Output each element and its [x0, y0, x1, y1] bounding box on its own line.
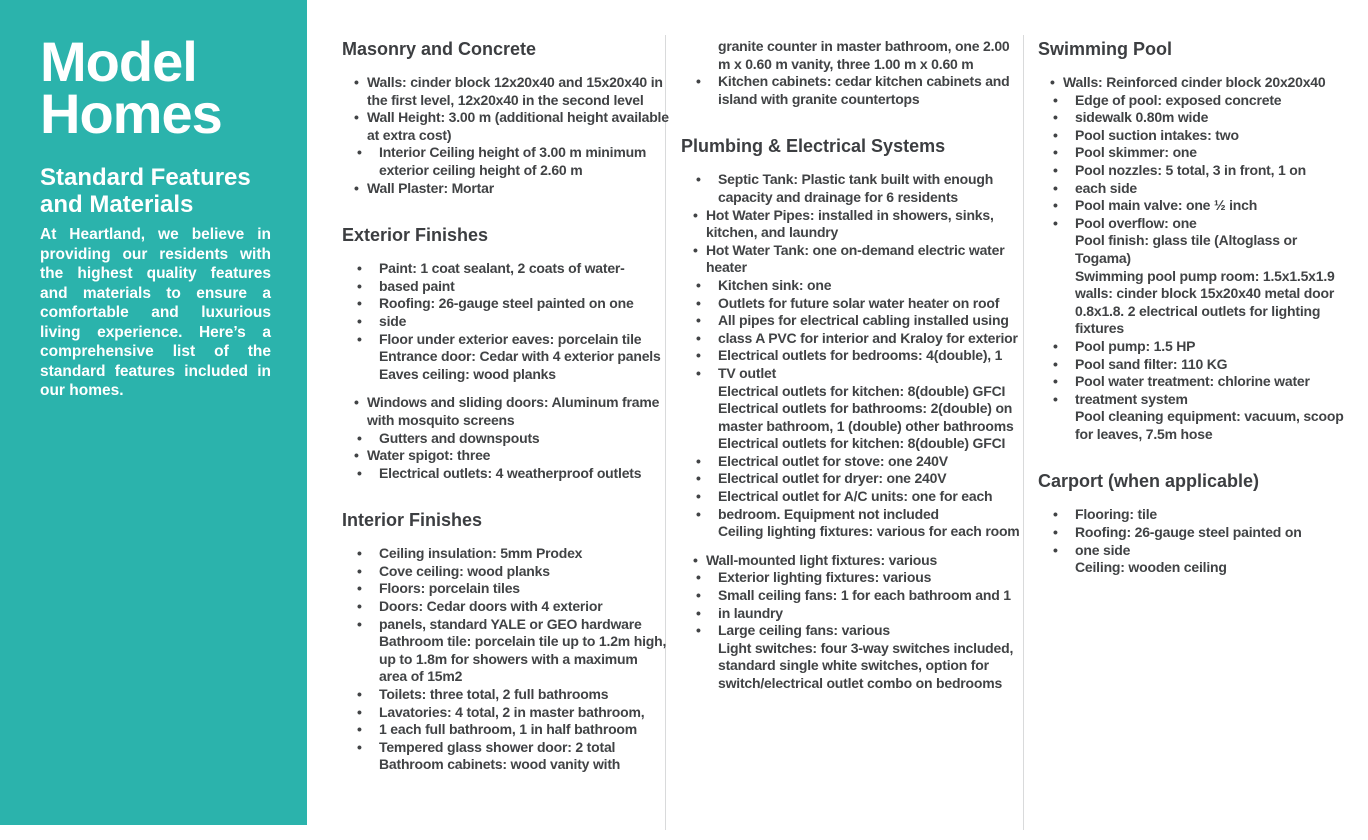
list-item: • Exterior lighting fixtures: various [681, 569, 1025, 587]
list-item: • Ceiling insulation: 5mm Prodex [342, 545, 669, 563]
list-item: • Floor under exterior eaves: porcelain tile [342, 331, 669, 349]
list-item: • Doors: Cedar doors with 4 exterior [342, 598, 669, 616]
list-item: • Pool nozzles: 5 total, 3 in front, 1 on [1038, 162, 1356, 180]
list-item: • Large ceiling fans: various [681, 622, 1025, 640]
list-item-continuation: Electrical outlets for kitchen: 8(double) GFCI [718, 382, 1006, 399]
list-item: • bedroom. Equipment not included [681, 506, 1025, 524]
list-item: • Lavatories: 4 total, 2 in master bathroom, [342, 704, 669, 722]
list-item: • All pipes for electrical cabling installed using [681, 312, 1025, 330]
list-item: • Kitchen cabinets: cedar kitchen cabinets and island with granite countertops [681, 73, 1025, 108]
feature-list [342, 260, 669, 482]
list-item: • Cove ceiling: wood planks [342, 563, 669, 581]
list-item: • side [342, 313, 669, 331]
list-item: • panels, standard YALE or GEO hardware [342, 616, 669, 634]
page-title [40, 30, 271, 145]
list-item: • each side [1038, 180, 1356, 198]
list-item: • Septic Tank: Plastic tank built with enough capacity and drainage for 6 residents [681, 171, 1025, 206]
list-item: • sidewalk 0.80m wide [1038, 109, 1356, 127]
content-column-2 [681, 38, 1025, 693]
list-item: • class A PVC for interior and Kraloy for exterior [681, 330, 1025, 348]
list-item: • Gutters and downspouts [342, 430, 669, 448]
list-item: • Pool pump: 1.5 HP [1038, 338, 1356, 356]
content-column-3 [1038, 38, 1356, 577]
list-item: • Water spigot: three [342, 447, 669, 465]
list-item: • Windows and sliding doors: Aluminum frame with mosquito screens [342, 394, 669, 429]
list-item-continuation: Swimming pool pump room: 1.5x1.5x1.9 walls: cinder block 15x20x40 metal door 0.8x1.8. 2 electrical outlets for lighting fixtures [1075, 267, 1335, 337]
list-item: • Pool sand filter: 110 KG [1038, 356, 1356, 374]
list-item: • Pool suction intakes: two [1038, 127, 1356, 145]
section-heading-masonry-and-concrete: Masonry and Concrete [342, 39, 537, 59]
list-item: • Electrical outlet for A/C units: one for each [681, 488, 1025, 506]
list-item: • Roofing: 26-gauge steel painted on [1038, 524, 1356, 542]
feature-list [1038, 74, 1356, 443]
list-item: • Wall Plaster: Mortar [342, 180, 669, 198]
section-heading-plumbing-electrical-systems: Plumbing & Electrical Systems [681, 136, 946, 157]
list-item: • Pool skimmer: one [1038, 144, 1356, 162]
feature-list [1038, 506, 1356, 576]
list-item: • Edge of pool: exposed concrete [1038, 92, 1356, 110]
list-item: • Tempered glass shower door: 2 total [342, 739, 669, 757]
list-item: • Interior Ceiling height of 3.00 m minimum exterior ceiling height of 2.60 m [342, 144, 669, 179]
list-item: • Outlets for future solar water heater on roof [681, 295, 1025, 313]
feature-list [342, 74, 669, 197]
list-item-continuation: Entrance door: Cedar with 4 exterior panels [379, 348, 661, 365]
list-item: • Pool water treatment: chlorine water [1038, 373, 1356, 391]
list-item: • one side [1038, 542, 1356, 560]
intro-paragraph: At Heartland, we believe in providing our residents with the highest quality features and materials to ensure a comfortable and luxurious living experience. Here’s a comprehensive list of the standard features included in our homes. [40, 226, 271, 399]
list-item: • Walls: cinder block 12x20x40 and 15x20x40 in the first level, 12x20x40 in the second level [342, 74, 669, 109]
list-item-continuation: Eaves ceiling: wood planks [379, 365, 556, 382]
list-item-continuation: Electrical outlets for bathrooms: 2(double) on master bathroom, 1 (double) other bathrooms Electrical outlets for kitchen: 8(double) GFCI [718, 400, 1014, 452]
list-item: • Kitchen sink: one [681, 277, 1025, 295]
list-item-continuation: Pool finish: glass tile (Altoglass or Togama) [1075, 232, 1298, 266]
list-item: • Wall Height: 3.00 m (additional height available at extra cost) [342, 109, 669, 144]
section-heading-interior-finishes: Interior Finishes [342, 510, 483, 531]
feature-list [681, 38, 1025, 108]
list-item: • treatment system [1038, 391, 1356, 409]
list-item: • Flooring: tile [1038, 506, 1356, 524]
list-item-continuation: granite counter in master bathroom, one 2.00 m x 0.60 m vanity, three 1.00 m x 0.60 m [718, 38, 1010, 72]
list-item: • Electrical outlet for stove: one 240V [681, 453, 1025, 471]
section-heading-exterior-finishes: Exterior Finishes [342, 225, 489, 246]
list-item: • based paint [342, 278, 669, 296]
page-title-line2: Homes [40, 82, 222, 145]
list-item: • Hot Water Pipes: installed in showers, sinks, kitchen, and laundry [681, 207, 1025, 242]
list-item-continuation: Light switches: four 3-way switches included, standard single white switches, option for switch/electrical outlet combo on bedrooms [718, 639, 1014, 691]
list-item-continuation: Ceiling: wooden ceiling [1075, 559, 1227, 576]
list-item: • Electrical outlets for bedrooms: 4(double), 1 [681, 347, 1025, 365]
list-item: • Toilets: three total, 2 full bathrooms [342, 686, 669, 704]
page-title-line1: Model [40, 30, 197, 93]
list-item: • Hot Water Tank: one on-demand electric water heater [681, 242, 1025, 277]
list-item: • Floors: porcelain tiles [342, 580, 669, 598]
feature-list [681, 171, 1025, 692]
feature-list [342, 545, 669, 774]
list-item-continuation: Bathroom cabinets: wood vanity with [379, 756, 621, 773]
content-column-1 [342, 38, 669, 774]
list-item-continuation: Pool cleaning equipment: vacuum, scoop for leaves, 7.5m hose [1075, 408, 1344, 442]
list-item: • in laundry [681, 605, 1025, 623]
page-subtitle: Standard Features and Materials [40, 164, 251, 218]
list-item: • Roofing: 26-gauge steel painted on one [342, 295, 669, 313]
list-item: • Electrical outlet for dryer: one 240V [681, 470, 1025, 488]
list-item-continuation: Bathroom tile: porcelain tile up to 1.2m high, up to 1.8m for showers with a maximum area of 15m2 [379, 633, 667, 685]
list-item: • Wall-mounted light fixtures: various [681, 552, 1025, 570]
sidebar [0, 0, 307, 825]
list-item: • Paint: 1 coat sealant, 2 coats of water- [342, 260, 669, 278]
list-item: • Small ceiling fans: 1 for each bathroom and 1 [681, 587, 1025, 605]
section-heading-carport-when-applicable: Carport (when applicable) [1038, 471, 1260, 492]
list-item: • Pool main valve: one ½ inch [1038, 197, 1356, 215]
section-heading-swimming-pool: Swimming Pool [1038, 39, 1173, 59]
list-item-continuation: Ceiling lighting fixtures: various for each room [718, 523, 1020, 540]
list-item: • Walls: Reinforced cinder block 20x20x40 [1038, 74, 1356, 92]
list-item: • TV outlet [681, 365, 1025, 383]
list-item: • Pool overflow: one [1038, 215, 1356, 233]
list-item: • Electrical outlets: 4 weatherproof outlets [342, 465, 669, 483]
list-item: • 1 each full bathroom, 1 in half bathroom [342, 721, 669, 739]
